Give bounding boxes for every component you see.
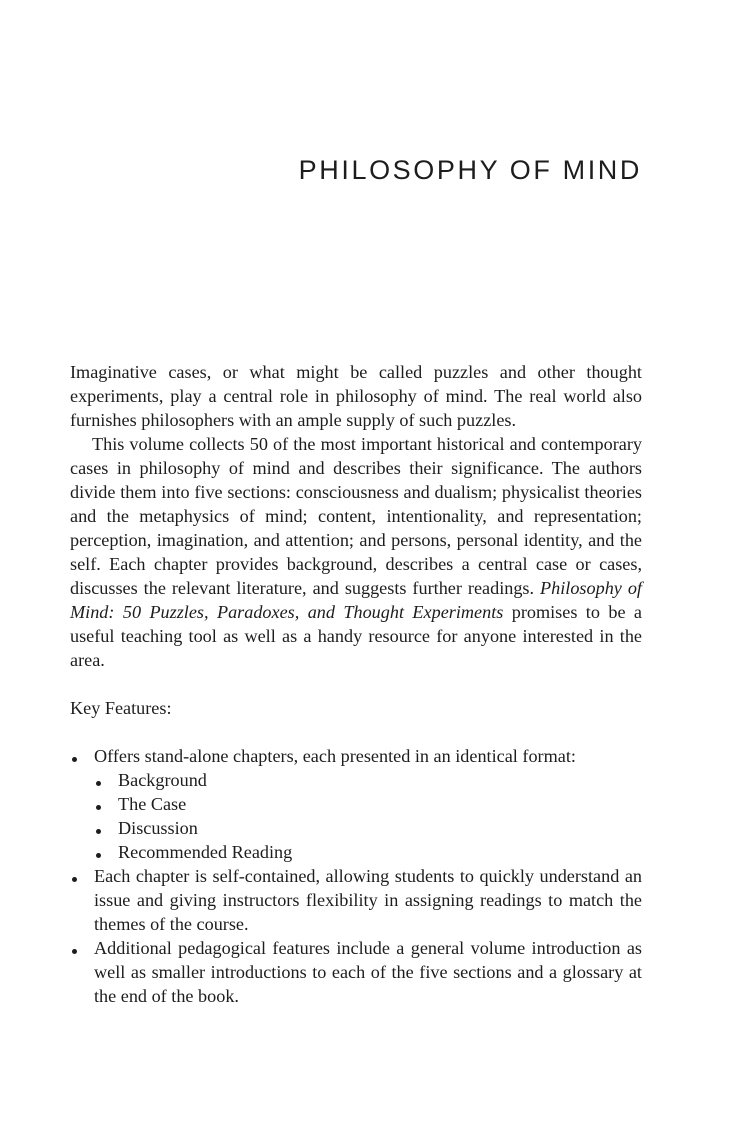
description-paragraph: [70, 432, 642, 672]
feature-text: Offers stand-alone chapters, each presented in an identical format:: [94, 746, 576, 766]
sub-item: [94, 840, 642, 864]
key-features-heading: Key Features:: [70, 698, 172, 718]
format-sublist: [94, 768, 642, 864]
sub-item-text: The Case: [118, 794, 187, 814]
sub-item: [94, 816, 642, 840]
feature-item: [70, 744, 642, 864]
intro-paragraph: Imaginative cases, or what might be called puzzles and other thought experiments, play a central role in philosophy of mind. The real world also furnishes philosophers with an ample supply of such puzzles.: [70, 362, 642, 430]
description-text-end: promises to be a useful teaching tool as well as a handy resource for anyone interested in the area.: [70, 602, 642, 670]
page-title: PHILOSOPHY OF MIND: [298, 155, 642, 185]
feature-item: [70, 936, 642, 1008]
sub-item: [94, 768, 642, 792]
bullet-icon: [96, 781, 101, 786]
bullet-icon: [72, 757, 77, 762]
feature-text: Additional pedagogical features include a general volume introduction as well as smaller introductions to each of the five sections and a glossary at the end of the book.: [94, 938, 642, 1006]
feature-item: [70, 864, 642, 936]
body-text: [70, 360, 642, 1008]
description-text: This volume collects 50 of the most important historical and contemporary cases in philosophy of mind and describes their significance. The authors divide them into five sections: consciousness and dualism; physicalist theories and the metaphysics of mind; content, intentionality, and representation; perception, imagination, and attention; and persons, personal identity, and the self. Each chapter provides background, describes a central case or cases, discusses the relevant literature, and suggests further readings.: [70, 434, 642, 598]
bullet-icon: [96, 829, 101, 834]
bullet-icon: [72, 949, 77, 954]
features-list: [70, 744, 642, 1008]
feature-text: Each chapter is self-contained, allowing students to quickly understand an issue and giving instructors flexibility in assigning readings to match the themes of the course.: [94, 866, 642, 934]
bullet-icon: [96, 853, 101, 858]
bullet-icon: [72, 877, 77, 882]
bullet-icon: [96, 805, 101, 810]
sub-item-text: Recommended Reading: [118, 842, 293, 862]
sub-item: [94, 792, 642, 816]
sub-item-text: Background: [118, 770, 207, 790]
sub-item-text: Discussion: [118, 818, 198, 838]
book-title-italic: Philosophy of Mind: 50 Puzzles, Paradoxes, and Thought Experiments: [70, 578, 642, 622]
